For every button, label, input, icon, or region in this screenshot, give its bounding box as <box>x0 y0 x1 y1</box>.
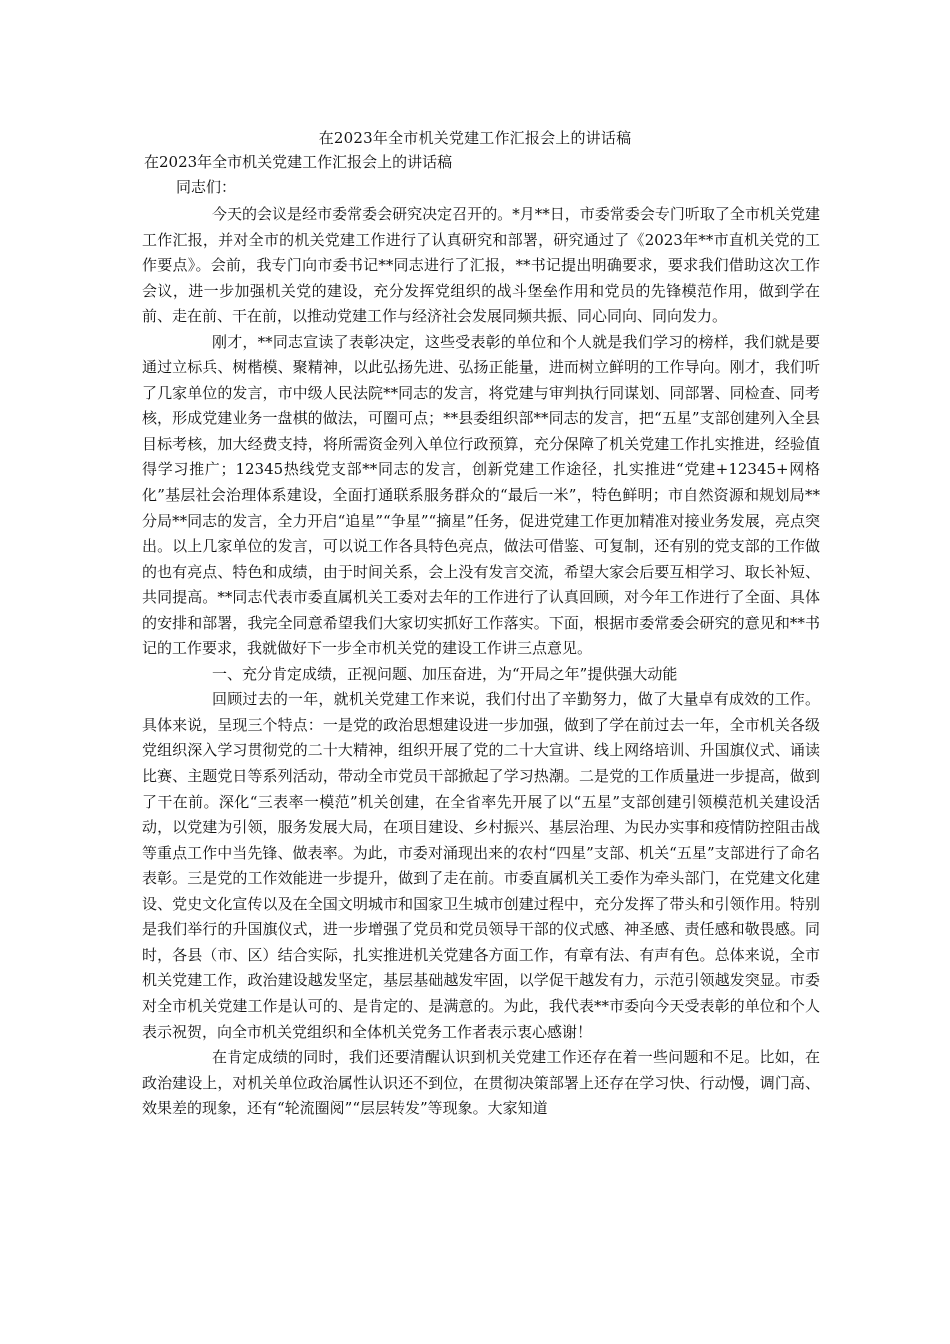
document-body <box>142 202 820 1122</box>
greeting: 同志们： <box>176 178 237 196</box>
section-heading-1: 一、充分肯定成绩，正视问题、加压奋进，为“开局之年”提供强大动能 <box>212 664 678 683</box>
paragraph-commendation: 刚才，**同志宣读了表彰决定，这些受表彰的单位和个人就是我们学习的榜样，我们就是要通过立标兵、树楷模、聚精神，以此弘扬先进、弘扬正能量，进而树立鲜明的工作导向。刚才，我们听了几家单位的发言，市中级人民法院**同志的发言，将党建与审判执行同谋划、同部署、同检查、同考核，形成党建业务一盘棋的做法，可圈可点；**县委组织部**同志的发言，把“五星”支部创建列入全县目标考核，加大经费支持，将所需资金列入单位行政预算，充分保障了机关党建工作扎实推进，经验值得学习推广；12345热线党支部**同志的发言，创新党建工作途径，扎实推进“党建+12345+网格化”基层社会治理体系建设，全面打通联系服务群众的“最后一米”，特色鲜明；市自然资源和规划局**分局**同志的发言，全力开启“追星”“争星”“摘星”任务，促进党建工作更加精准对接业务发展，亮点突出。以上几家单位的发言，可以说工作各具特色亮点，做法可借鉴、可复制，还有别的党支部的工作做的也有亮点、特色和成绩，由于时间关系，会上没有发言交流，希望大家会后要互相学习、取长补短、共同提高。**同志代表市委直属机关工委对去年的工作进行了认真回顾，对今年工作进行了全面、具体的安排和部署，我完全同意希望我们大家切实抓好工作落实。下面，根据市委常委会研究的意见和**书记的工作要求，我就做好下一步全市机关党的建设工作讲三点意见。 <box>142 332 820 658</box>
paragraph-problems: 在肯定成绩的同时，我们还要清醒认识到机关党建工作还存在着一些问题和不足。比如，在政治建设上，对机关单位政治属性认识还不到位，在贯彻决策部署上还存在学习快、行动慢，调门高、效果差的现象，还有“轮流圈阅”“层层转发”等现象。大家知道 <box>142 1048 820 1118</box>
document-subtitle: 在2023年全市机关党建工作汇报会上的讲话稿 <box>144 153 453 171</box>
paragraph-opening: 今天的会议是经市委常委会研究决定召开的。*月**日，市委常委会专门听取了全市机关党建工作汇报，并对全市的机关党建工作进行了认真研究和部署，研究通过了《2023年**市直机关党的工作要点》。会前，我专门向市委书记**同志进行了汇报，**书记提出明确要求，要求我们借助这次工作会议，进一步加强机关党的建设，充分发挥党组织的战斗堡垒作用和党员的先锋模范作用，做到学在前、走在前、干在前，以推动党建工作与经济社会发展同频共振、同心同向、同向发力。 <box>142 205 820 326</box>
paragraph-review: 回顾过去的一年，就机关党建工作来说，我们付出了辛勤努力，做了大量卓有成效的工作。具体来说，呈现三个特点：一是党的政治思想建设进一步加强，做到了学在前过去一年，全市机关各级党组织深入学习贯彻党的二十大精神，组织开展了党的二十大宣讲、线上网络培训、升国旗仪式、诵读比赛、主题党日等系列活动，带动全市党员干部掀起了学习热潮。二是党的工作质量进一步提高，做到了干在前。深化“三表率一模范”机关创建，在全省率先开展了以“五星”支部创建引领模范机关建设活动，以党建为引领，服务发展大局，在项目建设、乡村振兴、基层治理、为民办实事和疫情防控阻击战等重点工作中当先锋、做表率。为此，市委对涌现出来的农村“四星”支部、机关“五星”支部进行了命名表彰。三是党的工作效能进一步提升，做到了走在前。市委直属机关工委作为牵头部门，在党建文化建设、党史文化宣传以及在全国文明城市和国家卫生城市创建过程中，充分发挥了带头和引领作用。特别是我们举行的升国旗仪式，进一步增强了党员和党员领导干部的仪式感、神圣感、责任感和敬畏感。同时，各县（市、区）结合实际，扎实推进机关党建各方面工作，有章有法、有声有色。总体来说，全市机关党建工作，政治建设越发坚定，基层基础越发牢固，以学促干越发有力，示范引领越发突显。市委对全市机关党建工作是认可的、是肯定的、是满意的。为此，我代表**市委向今天受表彰的单位和个人表示祝贺，向全市机关党组织和全体机关党务工作者表示衷心感谢！ <box>142 690 820 1041</box>
document-title: 在2023年全市机关党建工作汇报会上的讲话稿 <box>318 129 632 147</box>
